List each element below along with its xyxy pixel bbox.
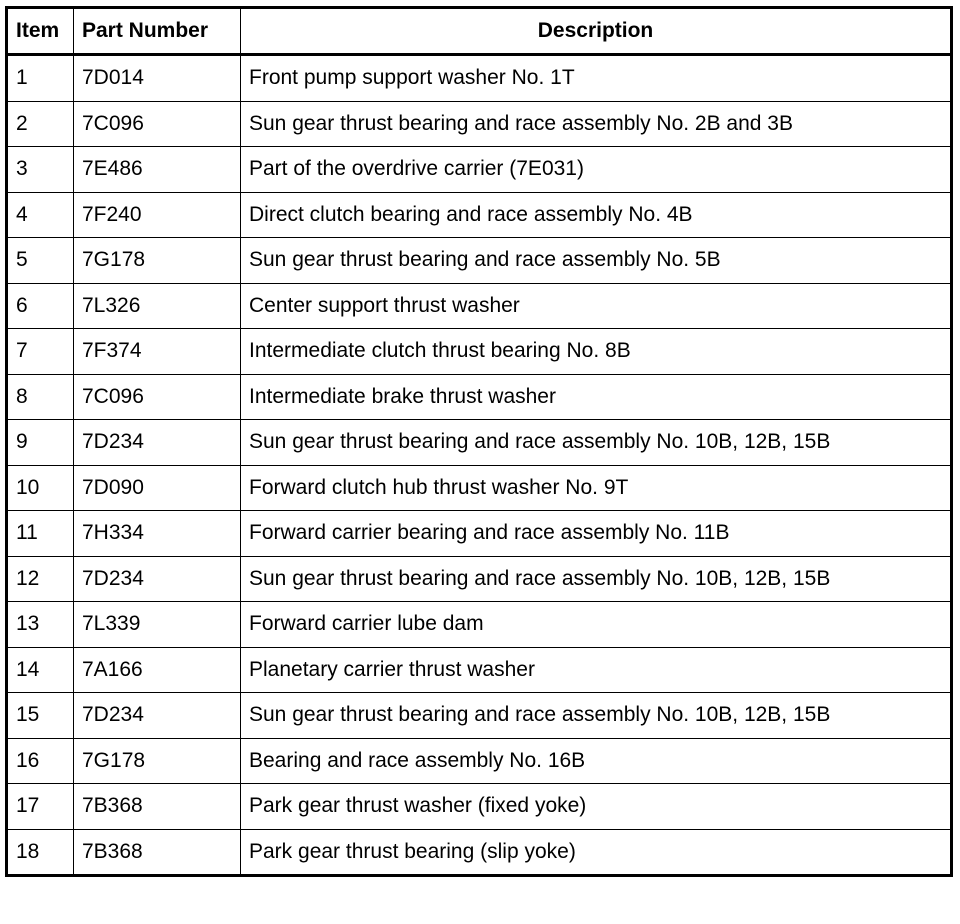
- cell-item: 18: [7, 829, 74, 876]
- cell-description: Intermediate clutch thrust bearing No. 8B: [241, 329, 952, 375]
- table-row: [7, 147, 952, 193]
- table-row: [7, 693, 952, 739]
- cell-description: Direct clutch bearing and race assembly No. 4B: [241, 192, 952, 238]
- cell-item: 14: [7, 647, 74, 693]
- table-row: [7, 511, 952, 557]
- table-row: [7, 374, 952, 420]
- table-header: [7, 8, 952, 55]
- cell-part-number: 7D234: [74, 693, 241, 739]
- parts-table: [5, 6, 953, 877]
- cell-description: Sun gear thrust bearing and race assembly No. 2B and 3B: [241, 101, 952, 147]
- cell-part-number: 7A166: [74, 647, 241, 693]
- cell-description: Front pump support washer No. 1T: [241, 55, 952, 102]
- table-row: [7, 329, 952, 375]
- cell-item: 1: [7, 55, 74, 102]
- cell-part-number: 7D090: [74, 465, 241, 511]
- table-row: [7, 602, 952, 648]
- cell-part-number: 7H334: [74, 511, 241, 557]
- cell-part-number: 7L339: [74, 602, 241, 648]
- cell-description: Sun gear thrust bearing and race assembly No. 5B: [241, 238, 952, 284]
- cell-description: Sun gear thrust bearing and race assembly No. 10B, 12B, 15B: [241, 693, 952, 739]
- cell-description: Bearing and race assembly No. 16B: [241, 738, 952, 784]
- cell-description: Forward carrier bearing and race assembly No. 11B: [241, 511, 952, 557]
- cell-part-number: 7F240: [74, 192, 241, 238]
- table-row: [7, 738, 952, 784]
- cell-description: Forward clutch hub thrust washer No. 9T: [241, 465, 952, 511]
- cell-description: Intermediate brake thrust washer: [241, 374, 952, 420]
- cell-description: Sun gear thrust bearing and race assembly No. 10B, 12B, 15B: [241, 556, 952, 602]
- cell-item: 2: [7, 101, 74, 147]
- cell-description: Planetary carrier thrust washer: [241, 647, 952, 693]
- table-row: [7, 420, 952, 466]
- cell-item: 6: [7, 283, 74, 329]
- cell-description: Part of the overdrive carrier (7E031): [241, 147, 952, 193]
- header-item: Item: [7, 8, 74, 55]
- table-row: [7, 55, 952, 102]
- cell-part-number: 7B368: [74, 784, 241, 830]
- table-row: [7, 192, 952, 238]
- cell-item: 7: [7, 329, 74, 375]
- cell-description: Sun gear thrust bearing and race assembly No. 10B, 12B, 15B: [241, 420, 952, 466]
- cell-part-number: 7F374: [74, 329, 241, 375]
- header-description: Description: [241, 8, 952, 55]
- cell-item: 12: [7, 556, 74, 602]
- cell-part-number: 7G178: [74, 738, 241, 784]
- table-row: [7, 465, 952, 511]
- cell-part-number: 7L326: [74, 283, 241, 329]
- cell-part-number: 7D234: [74, 420, 241, 466]
- table-row: [7, 101, 952, 147]
- cell-item: 4: [7, 192, 74, 238]
- cell-item: 5: [7, 238, 74, 284]
- table-row: [7, 784, 952, 830]
- table-body: [7, 55, 952, 876]
- cell-item: 9: [7, 420, 74, 466]
- cell-item: 13: [7, 602, 74, 648]
- cell-item: 10: [7, 465, 74, 511]
- cell-description: Park gear thrust washer (fixed yoke): [241, 784, 952, 830]
- cell-description: Center support thrust washer: [241, 283, 952, 329]
- header-part-number: Part Number: [74, 8, 241, 55]
- cell-part-number: 7D014: [74, 55, 241, 102]
- header-row: [7, 8, 952, 55]
- cell-item: 15: [7, 693, 74, 739]
- table-row: [7, 647, 952, 693]
- cell-part-number: 7B368: [74, 829, 241, 876]
- cell-item: 17: [7, 784, 74, 830]
- cell-description: Forward carrier lube dam: [241, 602, 952, 648]
- cell-part-number: 7E486: [74, 147, 241, 193]
- cell-part-number: 7C096: [74, 374, 241, 420]
- table-row: [7, 283, 952, 329]
- cell-description: Park gear thrust bearing (slip yoke): [241, 829, 952, 876]
- cell-item: 8: [7, 374, 74, 420]
- cell-part-number: 7D234: [74, 556, 241, 602]
- table-row: [7, 238, 952, 284]
- cell-part-number: 7C096: [74, 101, 241, 147]
- cell-item: 16: [7, 738, 74, 784]
- cell-item: 3: [7, 147, 74, 193]
- cell-item: 11: [7, 511, 74, 557]
- table-row: [7, 556, 952, 602]
- cell-part-number: 7G178: [74, 238, 241, 284]
- table-row: [7, 829, 952, 876]
